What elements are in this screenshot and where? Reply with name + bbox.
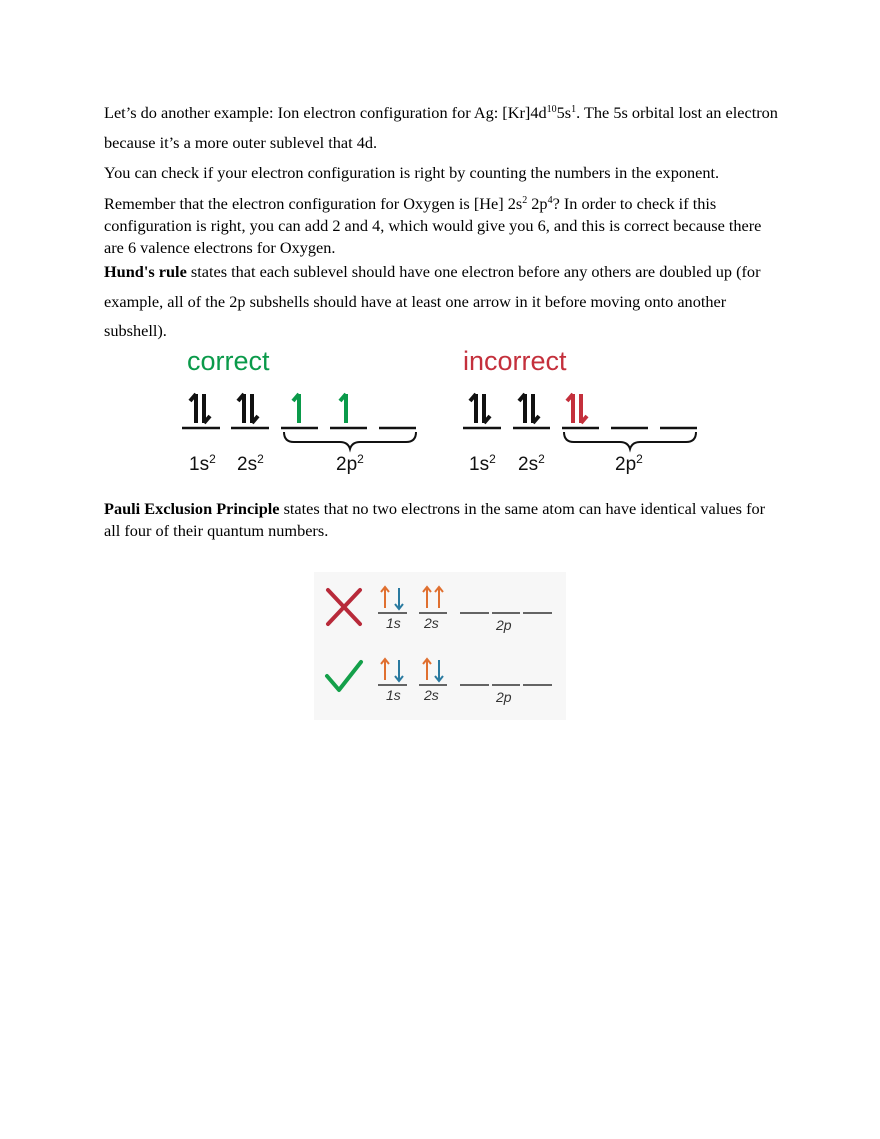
text: . The 5s orbital lost an electron because it’s a more outer sublevel that 4d. [104,103,778,152]
orbital-1s-correct [190,394,210,423]
superscript: 1 [571,104,577,115]
text: states that each sublevel should have one electron before any others are doubled up (for example, all of the 2p subshells should have at least one arrow in it before moving onto another subshell). [104,262,761,340]
paragraph-hunds-rule [104,257,784,346]
hunds-rule-diagram [180,346,710,486]
correct-label: correct [187,346,270,376]
orbital-2p-1-incorrect [567,394,587,423]
label-2p: 2p [496,689,512,705]
text: ? In order to check if this configuration is right, you can add 2 and 4, which would give you 6, and this is correct because there are 6 valence electrons for Oxygen. [104,194,762,257]
text: states that no two electrons in the same atom can have identical values for all four of their quantum numbers. [104,499,766,540]
row2-2s-electrons [423,659,443,681]
label-1s: $1s^2$ [189,452,216,475]
label-1s: 1s [386,687,401,703]
row2-1s-electrons [381,659,403,681]
orbital-2p-1-correct [293,394,299,423]
superscript: 2 [522,195,528,206]
label-2s: 2s [424,615,439,631]
row1-2s-electrons [423,587,443,608]
brace [564,432,696,449]
orbital-2p-2-correct [340,394,346,423]
text: Let’s do another example: Ion electron configuration for Ag: [Kr]4d [104,103,547,122]
text: 2p [527,194,548,213]
label-2p: $2p^2$ [615,452,643,475]
label-2s: $2s^2$ [518,452,545,475]
label-2s: $2s^2$ [237,452,264,475]
brace [284,432,416,449]
paragraph-ag-example [104,98,784,157]
label-1s: 1s [386,615,401,631]
paragraph-check: You can check if your electron configuration is right by counting the numbers in the exponent. [104,163,720,182]
pauli-exclusion-diagram [314,572,566,720]
orbital-2s-correct [238,394,258,423]
incorrect-label: incorrect [463,346,567,376]
superscript: 10 [546,104,557,115]
orbital-1s-incorrect [470,394,490,423]
x-mark-icon [328,590,360,624]
superscript: 4 [547,195,553,206]
text: Remember that the electron configuration for Oxygen is [He] 2s [104,194,523,213]
label-2s: 2s [424,687,439,703]
term-bold: Hund's rule [104,262,187,281]
row1-1s-electrons [381,587,403,609]
paragraph-pauli [104,498,784,542]
label-2p: $2p^2$ [336,452,364,475]
label-2p: 2p [496,617,512,633]
label-1s: $1s^2$ [469,452,496,475]
text: 5s [556,103,572,122]
pauli-svg [314,572,566,720]
paragraph-oxygen [104,193,784,259]
term-bold: Pauli Exclusion Principle [104,499,280,518]
orbital-2s-incorrect [519,394,539,423]
check-mark-icon [327,662,361,690]
